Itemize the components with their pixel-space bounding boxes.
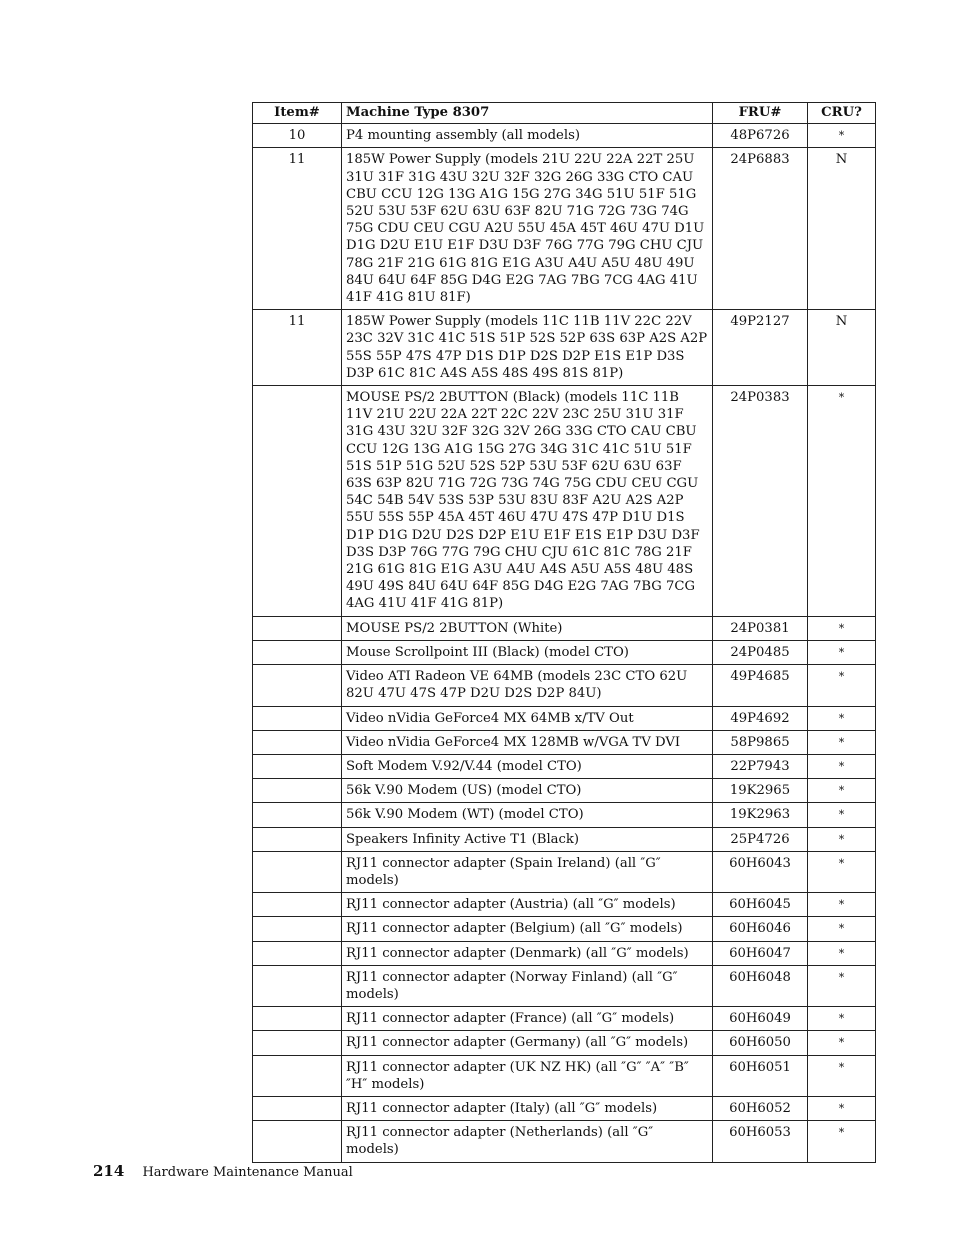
table-row xyxy=(253,148,876,310)
description-cell: RJ11 connector adapter (Denmark) (all ″G″ models) xyxy=(342,941,713,965)
fru-cell: 22P7943 xyxy=(713,754,808,778)
item-cell xyxy=(253,1031,342,1055)
description-cell: Video nVidia GeForce4 MX 64MB x/TV Out xyxy=(342,706,713,730)
fru-cell: 60H6043 xyxy=(713,851,808,892)
cru-cell: * xyxy=(808,124,876,148)
cru-cell: * xyxy=(808,941,876,965)
table-row xyxy=(253,310,876,386)
cru-cell: * xyxy=(808,779,876,803)
cru-cell: * xyxy=(808,1121,876,1162)
description-cell: Video ATI Radeon VE 64MB (models 23C CTO 62U 82U 47U 47S 47P D2U D2S D2P 84U) xyxy=(342,665,713,706)
fru-cell: 60H6050 xyxy=(713,1031,808,1055)
table-header-row xyxy=(253,103,876,124)
item-cell xyxy=(253,706,342,730)
table-row xyxy=(253,965,876,1006)
cru-cell: * xyxy=(808,640,876,664)
item-cell xyxy=(253,917,342,941)
table-row xyxy=(253,124,876,148)
fru-cell: 24P0383 xyxy=(713,386,808,617)
fru-cell: 19K2963 xyxy=(713,803,808,827)
table-row xyxy=(253,665,876,706)
cru-cell: * xyxy=(808,1096,876,1120)
item-cell xyxy=(253,754,342,778)
description-cell: Video nVidia GeForce4 MX 128MB w/VGA TV DVI xyxy=(342,730,713,754)
table-row xyxy=(253,941,876,965)
description-cell: 185W Power Supply (models 11C 11B 11V 22C 22V 23C 32V 31C 41C 51S 51P 52S 52P 63S 63P A2S A2P 55S 55P 47S 47P D1S D1P D2S D2P E1S E1P D3S D3P 61C 81C A4S A5S 48S 49S 81S 81P) xyxy=(342,310,713,386)
fru-cell: 60H6046 xyxy=(713,917,808,941)
page-footer xyxy=(93,1162,353,1180)
description-cell: RJ11 connector adapter (Italy) (all ″G″ models) xyxy=(342,1096,713,1120)
fru-cell: 49P4692 xyxy=(713,706,808,730)
fru-parts-table xyxy=(252,102,876,1163)
table-row xyxy=(253,1055,876,1096)
description-cell: 185W Power Supply (models 21U 22U 22A 22T 25U 31U 31F 31G 43U 32U 32F 32G 26G 33G CTO CAU CBU CCU 12G 13G A1G 15G 27G 34G 51U 51F 51G 52U 53U 53F 62U 63U 63F 82U 71G 72G 73G 74G 75G CDU CEU CGU A2U 55U 45A 45T 46U 47U D1U D1G D2U E1U E1F D3U D3F 76G 77G 79G CHU CJU 78G 21F 21G 61G 81G E1G A3U A4U A5U 48U 49U 84U 64U 64F 85G D4G E2G 7AG 7BG 7CG 4AG 41U 41F 41G 81U 81F) xyxy=(342,148,713,310)
description-cell: Soft Modem V.92/V.44 (model CTO) xyxy=(342,754,713,778)
fru-cell: 60H6048 xyxy=(713,965,808,1006)
description-cell: MOUSE PS/2 2BUTTON (White) xyxy=(342,616,713,640)
table-body xyxy=(253,124,876,1162)
description-cell: RJ11 connector adapter (Spain Ireland) (all ″G″ models) xyxy=(342,851,713,892)
cru-cell: * xyxy=(808,754,876,778)
table-row xyxy=(253,706,876,730)
fru-cell: 24P0485 xyxy=(713,640,808,664)
cru-cell: * xyxy=(808,616,876,640)
item-cell xyxy=(253,893,342,917)
description-cell: RJ11 connector adapter (France) (all ″G″ models) xyxy=(342,1007,713,1031)
cru-cell: N xyxy=(808,148,876,310)
fru-cell: 25P4726 xyxy=(713,827,808,851)
item-cell xyxy=(253,803,342,827)
fru-cell: 60H6052 xyxy=(713,1096,808,1120)
item-cell xyxy=(253,1121,342,1162)
item-cell: 11 xyxy=(253,310,342,386)
header-machine-type: Machine Type 8307 xyxy=(342,103,713,124)
item-cell xyxy=(253,730,342,754)
fru-cell: 60H6053 xyxy=(713,1121,808,1162)
item-cell xyxy=(253,616,342,640)
fru-cell: 49P4685 xyxy=(713,665,808,706)
table-row xyxy=(253,1031,876,1055)
cru-cell: * xyxy=(808,851,876,892)
cru-cell: * xyxy=(808,1031,876,1055)
table-row xyxy=(253,616,876,640)
item-cell xyxy=(253,827,342,851)
description-cell: RJ11 connector adapter (Belgium) (all ″G″ models) xyxy=(342,917,713,941)
description-cell: 56k V.90 Modem (WT) (model CTO) xyxy=(342,803,713,827)
fru-cell: 58P9865 xyxy=(713,730,808,754)
description-cell: 56k V.90 Modem (US) (model CTO) xyxy=(342,779,713,803)
fru-cell: 19K2965 xyxy=(713,779,808,803)
table-row xyxy=(253,1007,876,1031)
table-row xyxy=(253,754,876,778)
fru-cell: 60H6049 xyxy=(713,1007,808,1031)
description-cell: RJ11 connector adapter (Norway Finland) (all ″G″ models) xyxy=(342,965,713,1006)
table-row xyxy=(253,893,876,917)
header-cru: CRU? xyxy=(808,103,876,124)
description-cell: Mouse Scrollpoint III (Black) (model CTO) xyxy=(342,640,713,664)
cru-cell: * xyxy=(808,965,876,1006)
description-cell: RJ11 connector adapter (Germany) (all ″G″ models) xyxy=(342,1031,713,1055)
table-row xyxy=(253,386,876,617)
item-cell xyxy=(253,1007,342,1031)
cru-cell: * xyxy=(808,730,876,754)
table-row xyxy=(253,640,876,664)
cru-cell: * xyxy=(808,1007,876,1031)
item-cell xyxy=(253,1055,342,1096)
cru-cell: * xyxy=(808,706,876,730)
table-row xyxy=(253,1121,876,1162)
item-cell xyxy=(253,851,342,892)
fru-cell: 60H6047 xyxy=(713,941,808,965)
cru-cell: N xyxy=(808,310,876,386)
cru-cell: * xyxy=(808,917,876,941)
item-cell xyxy=(253,665,342,706)
description-cell: MOUSE PS/2 2BUTTON (Black) (models 11C 11B 11V 21U 22U 22A 22T 22C 22V 23C 25U 31U 31F 31G 43U 32U 32F 32G 32V 26G 33G CTO CAU CBU CCU 12G 13G A1G 15G 27G 34G 31C 41C 51U 51F 51S 51P 51G 52U 52S 52P 53U 53F 62U 63U 63F 63S 63P 82U 71G 72G 73G 74G 75G CDU CEU CGU 54C 54B 54V 53S 53P 53U 83U 83F A2U A2S A2P 55U 55S 55P 45A 45T 46U 47U 47S 47P D1U D1S D1P D1G D2U D2S D2P E1U E1F E1S E1P D3U D3F D3S D3P 76G 77G 79G CHU CJU 61C 81C 78G 21F 21G 61G 81G E1G A3U A4U A4S A5U A5S 48U 48S 49U 49S 84U 64U 64F 85G D4G E2G 7AG 7BG 7CG 4AG 41U 41F 41G 81P) xyxy=(342,386,713,617)
cru-cell: * xyxy=(808,827,876,851)
item-cell: 11 xyxy=(253,148,342,310)
fru-cell: 49P2127 xyxy=(713,310,808,386)
description-cell: Speakers Infinity Active T1 (Black) xyxy=(342,827,713,851)
item-cell: 10 xyxy=(253,124,342,148)
description-cell: RJ11 connector adapter (Netherlands) (all ″G″ models) xyxy=(342,1121,713,1162)
fru-cell: 60H6045 xyxy=(713,893,808,917)
table-row xyxy=(253,779,876,803)
item-cell xyxy=(253,779,342,803)
table-row xyxy=(253,730,876,754)
manual-title: Hardware Maintenance Manual xyxy=(142,1165,353,1180)
fru-cell: 60H6051 xyxy=(713,1055,808,1096)
header-fru: FRU# xyxy=(713,103,808,124)
cru-cell: * xyxy=(808,1055,876,1096)
item-cell xyxy=(253,941,342,965)
table-row xyxy=(253,917,876,941)
table-row xyxy=(253,851,876,892)
table-row xyxy=(253,1096,876,1120)
cru-cell: * xyxy=(808,893,876,917)
description-cell: P4 mounting assembly (all models) xyxy=(342,124,713,148)
cru-cell: * xyxy=(808,803,876,827)
item-cell xyxy=(253,386,342,617)
page-number: 214 xyxy=(93,1162,125,1180)
header-item: Item# xyxy=(253,103,342,124)
table-row xyxy=(253,827,876,851)
item-cell xyxy=(253,1096,342,1120)
table-row xyxy=(253,803,876,827)
item-cell xyxy=(253,965,342,1006)
description-cell: RJ11 connector adapter (UK NZ HK) (all ″G″ ″A″ ″B″ ″H″ models) xyxy=(342,1055,713,1096)
cru-cell: * xyxy=(808,665,876,706)
fru-cell: 48P6726 xyxy=(713,124,808,148)
cru-cell: * xyxy=(808,386,876,617)
fru-cell: 24P0381 xyxy=(713,616,808,640)
item-cell xyxy=(253,640,342,664)
fru-cell: 24P6883 xyxy=(713,148,808,310)
description-cell: RJ11 connector adapter (Austria) (all ″G″ models) xyxy=(342,893,713,917)
